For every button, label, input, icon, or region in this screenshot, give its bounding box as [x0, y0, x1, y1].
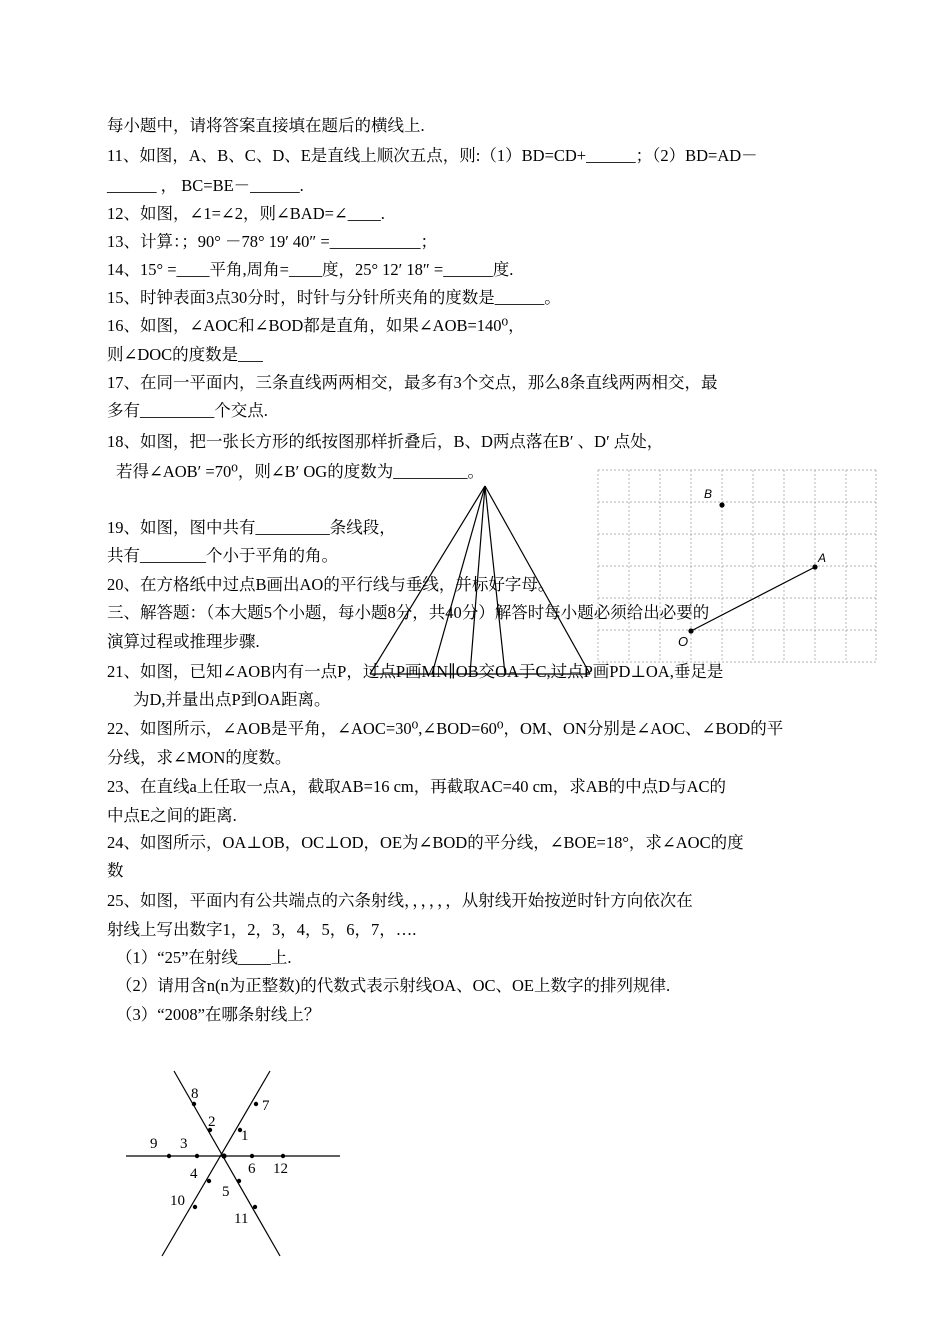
- question-21-line-2: 为D,并量出点P到OA距离。: [133, 690, 331, 709]
- question-24-line-2: 数: [107, 861, 124, 880]
- ray-number-4: 4: [190, 1166, 198, 1182]
- question-20: 20、在方格纸中过点B画出AO的平行线与垂线，并标好字母。: [107, 575, 555, 594]
- question-19-line-1: 19、如图，图中共有_________条线段，: [107, 518, 396, 537]
- question-16-line-1: 16、如图，∠AOC和∠BOD都是直角，如果∠AOB=140⁰，: [107, 316, 525, 335]
- question-25-part-2: （2）请用含n(n为正整数)的代数式表示射线OA、OC、OE上数字的排列规律.: [116, 976, 671, 995]
- ray-number-10: 10: [170, 1193, 185, 1209]
- grid-label-o: O: [678, 634, 689, 649]
- ray-number-1: 1: [241, 1128, 249, 1144]
- question-11-line-1: 11、如图，A、B、C、D、E是直线上顺次五点，则:（1）BD=CD+______；（2）BD=AD－: [107, 146, 758, 165]
- grid-label-a: A: [818, 551, 827, 565]
- question-11-line-2: ______ ， BC=BE－______.: [107, 176, 304, 195]
- question-17-line-2: 多有_________个交点.: [107, 401, 268, 420]
- ray-number-11: 11: [234, 1211, 249, 1227]
- ray-number-5: 5: [222, 1184, 230, 1200]
- question-12: 12、如图，∠1=∠2，则∠BAD=∠____.: [107, 204, 385, 223]
- question-21-line-1: 21、如图，已知∠AOB内有一点P，过点P画MN∥OB交OA于C,过点P画PD⊥OA,垂足是: [107, 662, 724, 681]
- fan-segments-figure: [360, 478, 620, 708]
- ray-number-9: 9: [150, 1136, 158, 1152]
- question-19-line-2: 共有________个小于平角的角。: [107, 546, 338, 565]
- six-rays-figure: [122, 1068, 352, 1268]
- question-25-line-2: 射线上写出数字1，2，3，4，5，6，7，….: [107, 920, 417, 939]
- question-25-part-1: （1）“25”在射线____上.: [116, 948, 292, 967]
- ray-number-2: 2: [208, 1114, 216, 1130]
- ray-number-7: 7: [262, 1098, 270, 1114]
- question-25-line-1: 25、如图，平面内有公共端点的六条射线，，，，，，从射线开始按逆时针方向依次在: [107, 891, 693, 910]
- question-22-line-1: 22、如图所示，∠AOB是平角，∠AOC=30⁰,∠BOD=60⁰，OM、ON分别是∠AOC、∠BOD的平: [107, 719, 784, 738]
- question-24-line-1: 24、如图所示，OA⊥OB，OC⊥OD，OE为∠BOD的平分线，∠BOE=18°，求∠AOC的度: [107, 833, 744, 852]
- section-3-title: 三、解答题：（本大题5个小题，每小题8分，共40分）解答时每小题必须给出必要的: [107, 603, 710, 622]
- text-line-1: 每小题中，请将答案直接填在题后的横线上.: [107, 116, 425, 135]
- question-22-line-2: 分线，求∠MON的度数。: [107, 748, 292, 767]
- question-18-line-2: 若得∠AOB′ =70⁰，则∠B′ OG的度数为_________。: [116, 462, 484, 481]
- question-13: 13、计算：；90° －78° 19′ 40″ =___________；: [107, 232, 437, 251]
- section-3-title-line-2: 演算过程或推理步骤.: [107, 632, 260, 651]
- question-16-line-2: 则∠DOC的度数是___: [107, 345, 263, 364]
- question-17-line-1: 17、在同一平面内，三条直线两两相交，最多有3个交点，那么8条直线两两相交，最: [107, 373, 718, 392]
- ray-number-8: 8: [191, 1086, 199, 1102]
- question-18-line-1: 18、如图，把一张长方形的纸按图那样折叠后，B、D两点落在B′ 、D′ 点处，: [107, 432, 664, 451]
- grid-figure: [596, 468, 878, 664]
- ray-number-12: 12: [273, 1161, 288, 1177]
- question-25-part-3: （3）“2008”在哪条射线上？: [116, 1005, 321, 1024]
- ray-number-6: 6: [248, 1161, 256, 1177]
- question-14: 14、15° =____平角,周角=____度，25° 12′ 18″ =______度.: [107, 260, 514, 279]
- question-23-line-1: 23、在直线a上任取一点A，截取AB=16 cm，再截取AC=40 cm，求AB的中点D与AC的: [107, 777, 727, 796]
- question-15: 15、时钟表面3点30分时，时针与分针所夹角的度数是______。: [107, 288, 561, 307]
- grid-label-b: B: [704, 487, 713, 501]
- question-23-line-2: 中点E之间的距离.: [107, 806, 237, 825]
- ray-number-3: 3: [180, 1136, 188, 1152]
